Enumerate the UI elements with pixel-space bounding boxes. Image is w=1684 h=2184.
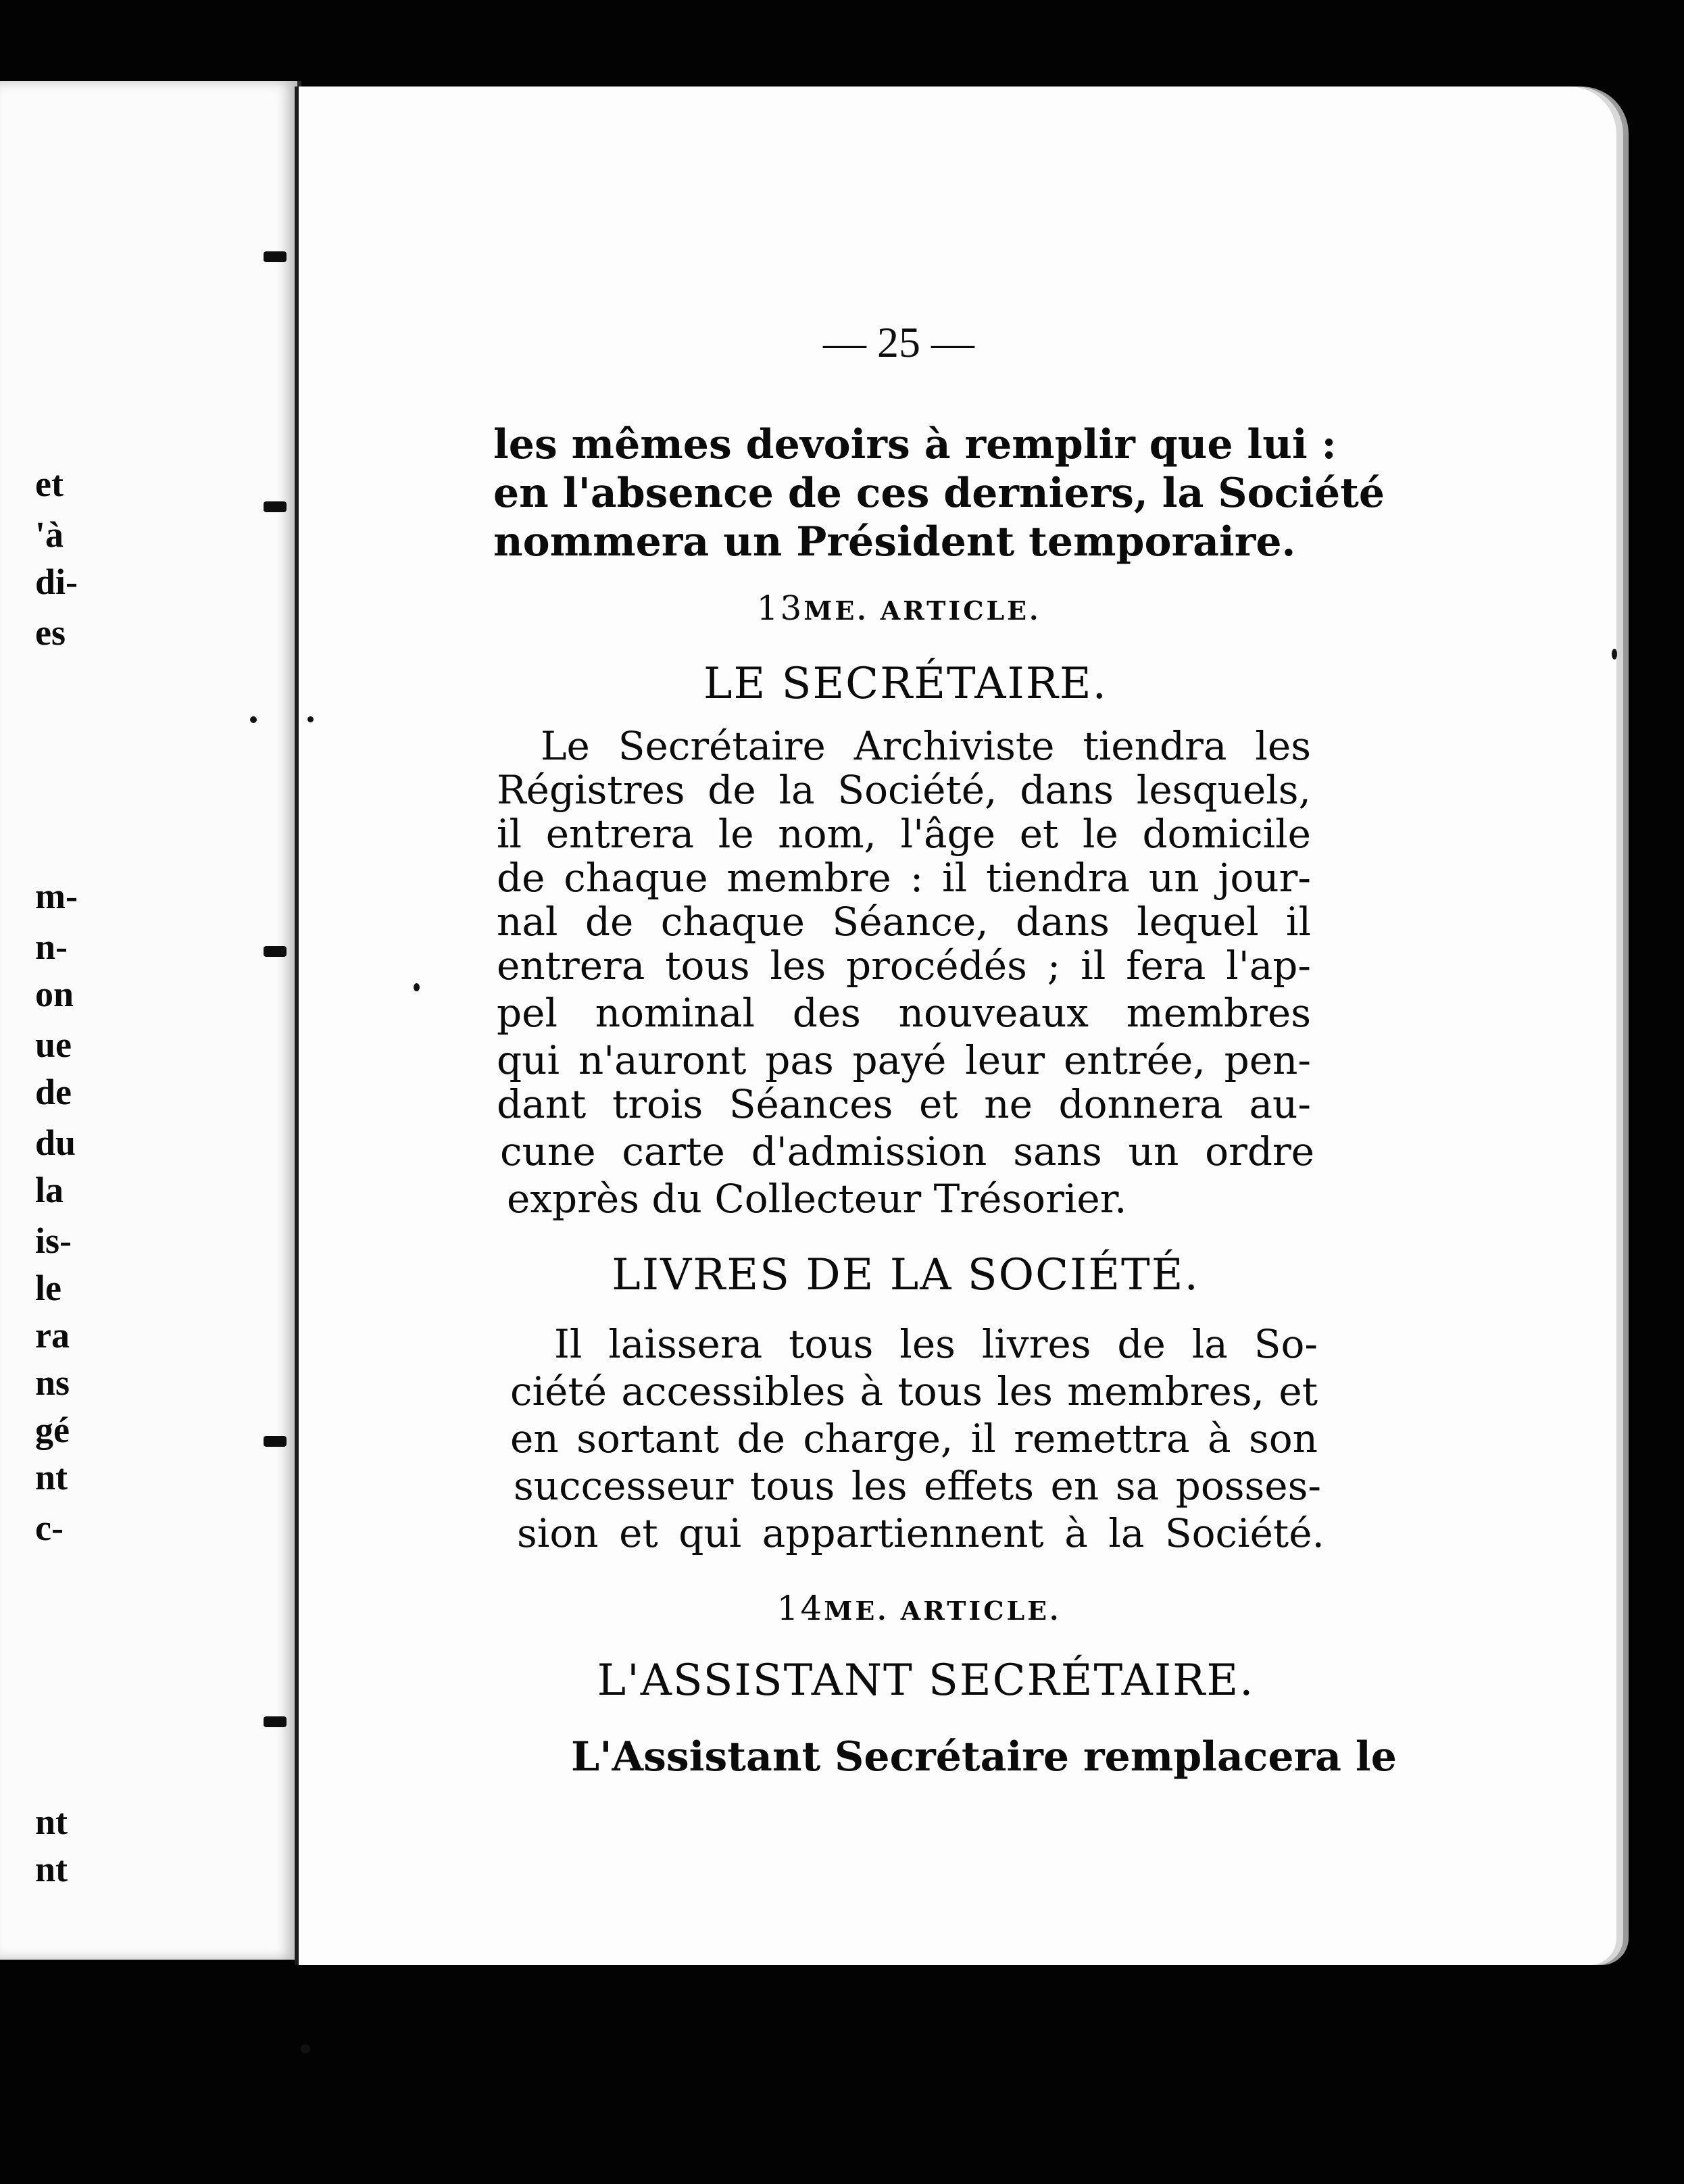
left-fragment: de	[35, 1072, 72, 1112]
body-line: Le Secrétaire Archiviste tiendra les	[541, 723, 1311, 769]
article-suffix: ME. ARTICLE.	[803, 595, 1041, 626]
left-page	[0, 81, 301, 1960]
body-line: qui n'auront pas payé leur entrée, pen-	[497, 1037, 1311, 1083]
section-heading: LIVRES DE LA SOCIÉTÉ.	[612, 1250, 1199, 1300]
body-line: il entrera le nom, l'âge et le domicile	[497, 811, 1311, 857]
body-line: successeur tous les effets en sa posses-	[514, 1463, 1321, 1509]
binding-mark	[264, 251, 287, 262]
left-fragment: ra	[35, 1315, 70, 1356]
body-line: de chaque membre : il tiendra un jour-	[497, 855, 1311, 901]
left-fragment: m-	[35, 876, 78, 916]
binding-mark	[264, 501, 287, 512]
left-fragment: 'à	[35, 514, 64, 555]
left-fragment: et	[35, 464, 64, 504]
speck	[307, 716, 314, 722]
left-fragment: c-	[35, 1508, 64, 1548]
speck	[1612, 649, 1617, 660]
article-label	[493, 589, 1304, 628]
section-heading: LE SECRÉTAIRE.	[703, 659, 1108, 709]
left-fragment: nt	[35, 1802, 68, 1842]
left-fragment: ns	[35, 1362, 70, 1403]
left-fragment: is-	[35, 1220, 72, 1261]
body-line: Régistres de la Société, dans lesquels,	[497, 767, 1311, 813]
left-fragment: n-	[35, 926, 68, 967]
body-line: L'Assistant Secrétaire remplacera le	[571, 1733, 1397, 1781]
body-line: cune carte d'admission sans un ordre	[500, 1128, 1314, 1174]
speck	[250, 716, 257, 723]
body-line: exprès du Collecteur Trésorier.	[507, 1176, 1127, 1222]
body-line: pel nominal des nouveaux membres	[497, 990, 1311, 1036]
left-fragment: di-	[35, 562, 78, 602]
article-suffix: ME. ARTICLE.	[824, 1595, 1062, 1626]
left-fragment: gé	[35, 1410, 70, 1450]
body-line: Il laissera tous les livres de la So-	[554, 1321, 1318, 1367]
article-number: 14	[776, 1589, 824, 1628]
body-line: en sortant de charge, il remettra à son	[510, 1416, 1318, 1462]
page-number: — 25 —	[823, 318, 974, 366]
left-fragment: es	[35, 612, 66, 653]
left-fragment: on	[35, 974, 74, 1014]
article-label	[514, 1589, 1324, 1628]
body-line: ciété accessibles à tous les membres, et	[510, 1368, 1318, 1414]
body-line: nal de chaque Séance, dans lequel il	[497, 899, 1311, 945]
section-heading: L'ASSISTANT SECRÉTAIRE.	[597, 1656, 1255, 1706]
speck	[414, 983, 420, 991]
speck	[301, 2044, 310, 2054]
left-fragment: ue	[35, 1024, 72, 1065]
body-line: nommera un Président temporaire.	[493, 518, 1296, 566]
left-fragment: nt	[35, 1457, 68, 1497]
body-line: entrera tous les procédés ; il fera l'ap-	[497, 943, 1311, 989]
left-fragment: le	[35, 1268, 61, 1308]
binding-mark	[264, 946, 287, 957]
article-number: 13	[756, 589, 804, 628]
body-line: sion et qui appartiennent à la Société.	[517, 1510, 1324, 1556]
binding-mark	[264, 1436, 287, 1447]
left-fragment: du	[35, 1122, 76, 1163]
left-fragment: la	[35, 1170, 64, 1210]
left-fragment: nt	[35, 1849, 68, 1889]
body-line: dant trois Séances et ne donnera au-	[497, 1081, 1311, 1127]
body-line: les mêmes devoirs à remplir que lui :	[493, 421, 1337, 468]
body-line: en l'absence de ces derniers, la Société	[493, 470, 1385, 517]
binding-mark	[264, 1716, 287, 1727]
